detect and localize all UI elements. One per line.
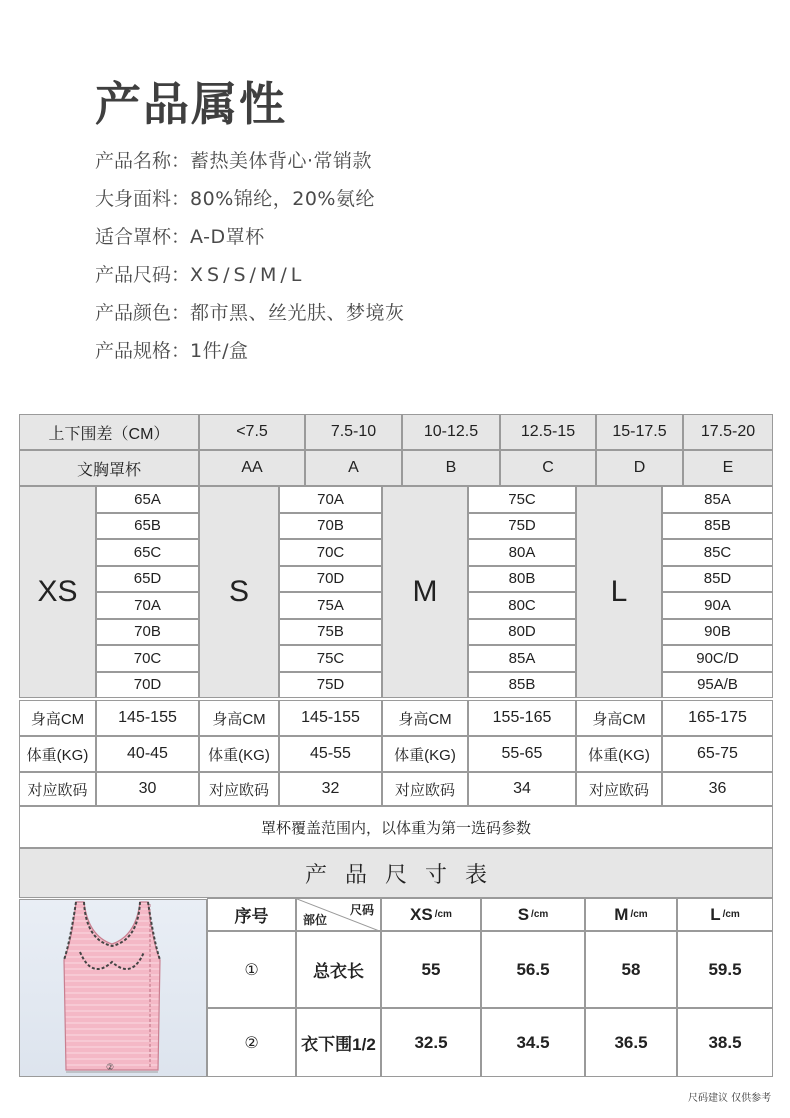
dimension-value-cell: 56.5: [481, 931, 585, 1008]
weight-label: 体重(KG): [199, 736, 279, 772]
weight-value: 45-55: [279, 736, 382, 772]
image-marker: ②: [106, 1063, 115, 1073]
cup-code-cell: 75C: [279, 645, 382, 672]
cup-code-cell: 70A: [279, 486, 382, 513]
garment-image: [19, 899, 207, 1077]
dimension-value-cell: 32.5: [381, 1008, 481, 1077]
eu-value: 30: [96, 772, 199, 806]
diff-cell: 7.5-10: [305, 414, 402, 450]
cup-code-cell: 70C: [96, 645, 199, 672]
cup-code-cell: 85C: [662, 539, 773, 566]
cup-code-cell: 70B: [279, 513, 382, 540]
cup-code-cell: 70C: [279, 539, 382, 566]
eu-value: 34: [468, 772, 576, 806]
cup-code-cell: 65C: [96, 539, 199, 566]
eu-label: 对应欧码: [576, 772, 662, 806]
attribute-row: [95, 186, 405, 224]
height-value: 155-165: [468, 700, 576, 736]
cup-code-cell: 85D: [662, 566, 773, 593]
eu-value: 32: [279, 772, 382, 806]
part-corner-label: 部位: [303, 913, 328, 927]
cup-code-cell: 75C: [468, 486, 576, 513]
cup-cell: AA: [199, 450, 305, 486]
cup-cell: E: [683, 450, 773, 486]
size-note: 罩杯覆盖范围内，以体重为第一选码参数: [19, 806, 773, 848]
dimension-title: 产品尺寸表: [19, 848, 773, 898]
eu-label: 对应欧码: [19, 772, 96, 806]
size-column-label: L: [710, 904, 721, 924]
size-column-header: [585, 898, 677, 931]
attribute-row: [95, 338, 405, 376]
weight-label: 体重(KG): [382, 736, 468, 772]
attribute-value: A-D罩杯: [190, 226, 265, 248]
attribute-value: XS/S/M/L: [190, 264, 306, 286]
size-column-header: [677, 898, 773, 931]
attribute-list: [95, 148, 405, 376]
cup-cell: D: [596, 450, 683, 486]
cup-code-cell: 75D: [468, 513, 576, 540]
attribute-row: [95, 300, 405, 338]
cup-code-cell: 80C: [468, 592, 576, 619]
attribute-label: 产品名称：: [95, 150, 191, 172]
cup-code-cell: 80A: [468, 539, 576, 566]
cup-cell: B: [402, 450, 500, 486]
height-value: 165-175: [662, 700, 773, 736]
eu-label: 对应欧码: [199, 772, 279, 806]
part-size-header: [296, 898, 381, 931]
cup-code-cell: 85B: [662, 513, 773, 540]
size-corner-label: 尺码: [349, 903, 374, 917]
attribute-label: 产品颜色：: [95, 302, 191, 324]
cup-code-cell: 90C/D: [662, 645, 773, 672]
attribute-value: 蓄热美体背心·常销款: [190, 150, 373, 172]
cup-code-cell: 75D: [279, 672, 382, 699]
size-column-unit: /cm: [630, 909, 648, 920]
dimension-value-cell: 38.5: [677, 1008, 773, 1077]
dimension-value-cell: 58: [585, 931, 677, 1008]
cup-code-cell: 65D: [96, 566, 199, 593]
cup-code-cell: 70D: [96, 672, 199, 699]
cup-code-cell: 80B: [468, 566, 576, 593]
diff-cell: 15-17.5: [596, 414, 683, 450]
size-column-unit: /cm: [722, 909, 740, 920]
cup-code-cell: 70A: [96, 592, 199, 619]
size-column-unit: /cm: [531, 909, 549, 920]
size-column-unit: /cm: [434, 909, 452, 920]
eu-label: 对应欧码: [382, 772, 468, 806]
cup-cell: A: [305, 450, 402, 486]
size-letter: S: [199, 486, 279, 698]
cup-code-cell: 70B: [96, 619, 199, 646]
cup-cell: C: [500, 450, 596, 486]
weight-label: 体重(KG): [19, 736, 96, 772]
diff-cell: 12.5-15: [500, 414, 596, 450]
seq-header: 序号: [207, 898, 296, 931]
height-label: 身高CM: [576, 700, 662, 736]
attribute-label: 产品尺码：: [95, 264, 191, 286]
dimension-value-cell: 55: [381, 931, 481, 1008]
cup-code-cell: 65A: [96, 486, 199, 513]
diff-cell: 17.5-20: [683, 414, 773, 450]
weight-label: 体重(KG): [576, 736, 662, 772]
cup-code-cell: 70D: [279, 566, 382, 593]
seq-cell: ②: [207, 1008, 296, 1077]
height-value: 145-155: [96, 700, 199, 736]
cup-code-cell: 85A: [468, 645, 576, 672]
cup-code-cell: 90B: [662, 619, 773, 646]
cup-code-cell: 75B: [279, 619, 382, 646]
cup-code-cell: 75A: [279, 592, 382, 619]
cup-code-cell: 95A/B: [662, 672, 773, 699]
diff-cell: <7.5: [199, 414, 305, 450]
height-label: 身高CM: [199, 700, 279, 736]
attribute-value: 80%锦纶，20%氨纶: [190, 188, 375, 210]
dimension-value-cell: 36.5: [585, 1008, 677, 1077]
seq-cell: ①: [207, 931, 296, 1008]
size-column-label: S: [517, 904, 530, 924]
height-label: 身高CM: [382, 700, 468, 736]
cup-code-cell: 80D: [468, 619, 576, 646]
cup-code-cell: 90A: [662, 592, 773, 619]
size-column-label: M: [614, 904, 629, 924]
size-column-header: [381, 898, 481, 931]
cup-code-cell: 85B: [468, 672, 576, 699]
attribute-label: 适合罩杯：: [95, 226, 191, 248]
attribute-value: 都市黑、丝光肤、梦境灰: [190, 302, 405, 324]
attribute-row: [95, 148, 405, 186]
size-column-header: [481, 898, 585, 931]
weight-value: 40-45: [96, 736, 199, 772]
size-letter: L: [576, 486, 662, 698]
footer-note: 尺码建议 仅供参考: [688, 1093, 772, 1104]
weight-value: 65-75: [662, 736, 773, 772]
height-value: 145-155: [279, 700, 382, 736]
height-label: 身高CM: [19, 700, 96, 736]
part-cell: 总衣长: [296, 931, 381, 1008]
diff-label: 上下围差（CM）: [19, 414, 199, 450]
cup-code-cell: 65B: [96, 513, 199, 540]
size-letter: XS: [19, 486, 96, 698]
page-title: 产品属性: [95, 77, 287, 131]
dimension-value-cell: 59.5: [677, 931, 773, 1008]
attribute-row: [95, 262, 405, 300]
cup-label: 文胸罩杯: [19, 450, 199, 486]
diff-cell: 10-12.5: [402, 414, 500, 450]
part-cell: 衣下围1/2: [296, 1008, 381, 1077]
eu-value: 36: [662, 772, 773, 806]
garment-illustration: [20, 900, 206, 1076]
cup-code-cell: 85A: [662, 486, 773, 513]
attribute-value: 1件/盒: [190, 340, 249, 362]
size-column-label: XS: [410, 904, 433, 924]
attribute-row: [95, 224, 405, 262]
size-letter: M: [382, 486, 468, 698]
dimension-value-cell: 34.5: [481, 1008, 585, 1077]
attribute-label: 大身面料：: [95, 188, 191, 210]
weight-value: 55-65: [468, 736, 576, 772]
attribute-label: 产品规格：: [95, 340, 191, 362]
